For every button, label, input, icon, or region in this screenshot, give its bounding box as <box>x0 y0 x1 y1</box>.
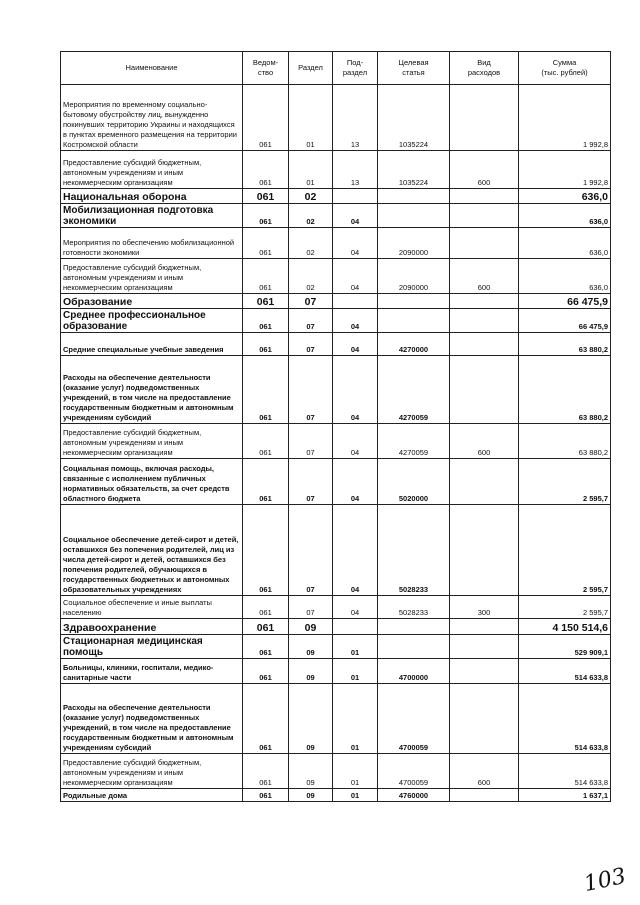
table-row <box>61 85 611 151</box>
cell-podrazdel: 04 <box>333 459 378 505</box>
cell-tselevaya-statya <box>378 189 450 204</box>
cell-name: Национальная оборона <box>61 189 243 204</box>
cell-vedomstvo: 061 <box>243 619 289 635</box>
cell-razdel: 07 <box>289 424 333 459</box>
cell-summa: 63 880,2 <box>519 356 611 424</box>
cell-vedomstvo: 061 <box>243 189 289 204</box>
cell-vid-rashodov <box>450 659 519 684</box>
cell-summa: 63 880,2 <box>519 333 611 356</box>
cell-tselevaya-statya: 4760000 <box>378 789 450 802</box>
cell-podrazdel: 01 <box>333 754 378 789</box>
cell-podrazdel <box>333 619 378 635</box>
cell-razdel: 01 <box>289 85 333 151</box>
cell-summa: 1 992,8 <box>519 151 611 189</box>
cell-razdel: 01 <box>289 151 333 189</box>
cell-summa: 2 595,7 <box>519 505 611 596</box>
cell-podrazdel <box>333 189 378 204</box>
cell-vedomstvo: 061 <box>243 505 289 596</box>
table-row <box>61 204 611 228</box>
cell-tselevaya-statya: 2090000 <box>378 259 450 294</box>
header-razdel: Раздел <box>289 52 333 85</box>
table-row <box>61 151 611 189</box>
table-row <box>61 684 611 754</box>
cell-tselevaya-statya: 4270000 <box>378 333 450 356</box>
table-row <box>61 309 611 333</box>
cell-summa: 4 150 514,6 <box>519 619 611 635</box>
cell-razdel: 07 <box>289 459 333 505</box>
cell-vid-rashodov <box>450 356 519 424</box>
table-row <box>61 505 611 596</box>
cell-tselevaya-statya <box>378 635 450 659</box>
cell-podrazdel: 04 <box>333 259 378 294</box>
cell-summa: 636,0 <box>519 228 611 259</box>
cell-vid-rashodov <box>450 459 519 505</box>
table-row <box>61 754 611 789</box>
cell-podrazdel: 13 <box>333 151 378 189</box>
cell-tselevaya-statya: 5020000 <box>378 459 450 505</box>
table-row <box>61 294 611 309</box>
cell-summa: 636,0 <box>519 189 611 204</box>
header-name: Наименование <box>61 52 243 85</box>
cell-vedomstvo: 061 <box>243 356 289 424</box>
header-tselevaya-statya: Целевая статья <box>378 52 450 85</box>
cell-summa: 66 475,9 <box>519 309 611 333</box>
cell-vedomstvo: 061 <box>243 204 289 228</box>
cell-podrazdel: 04 <box>333 356 378 424</box>
cell-name: Предоставление субсидий бюджетным, автономным учреждениям и иным некоммерческим организациям <box>61 424 243 459</box>
cell-vid-rashodov <box>450 228 519 259</box>
cell-summa: 2 595,7 <box>519 459 611 505</box>
cell-name: Здравоохранение <box>61 619 243 635</box>
cell-razdel: 07 <box>289 309 333 333</box>
cell-tselevaya-statya: 4700000 <box>378 659 450 684</box>
cell-vid-rashodov <box>450 333 519 356</box>
table-row <box>61 459 611 505</box>
table-row <box>61 333 611 356</box>
cell-razdel: 07 <box>289 505 333 596</box>
cell-tselevaya-statya: 4700059 <box>378 684 450 754</box>
cell-podrazdel: 04 <box>333 505 378 596</box>
cell-razdel: 02 <box>289 189 333 204</box>
cell-razdel: 09 <box>289 789 333 802</box>
cell-tselevaya-statya: 4270059 <box>378 424 450 459</box>
cell-vedomstvo: 061 <box>243 789 289 802</box>
cell-tselevaya-statya: 2090000 <box>378 228 450 259</box>
cell-vedomstvo: 061 <box>243 596 289 619</box>
cell-vedomstvo: 061 <box>243 294 289 309</box>
table-row <box>61 619 611 635</box>
cell-summa: 514 633,8 <box>519 659 611 684</box>
cell-summa: 529 909,1 <box>519 635 611 659</box>
table-row <box>61 424 611 459</box>
cell-tselevaya-statya: 4270059 <box>378 356 450 424</box>
cell-name: Предоставление субсидий бюджетным, автономным учреждениям и иным некоммерческим организациям <box>61 259 243 294</box>
cell-tselevaya-statya: 5028233 <box>378 505 450 596</box>
cell-name: Больницы, клиники, госпитали, медико-санитарные части <box>61 659 243 684</box>
cell-podrazdel: 01 <box>333 789 378 802</box>
table-row <box>61 596 611 619</box>
cell-podrazdel: 04 <box>333 333 378 356</box>
cell-podrazdel <box>333 294 378 309</box>
cell-podrazdel: 04 <box>333 228 378 259</box>
cell-name: Мероприятия по обеспечению мобилизационной готовности экономики <box>61 228 243 259</box>
cell-vedomstvo: 061 <box>243 424 289 459</box>
cell-vedomstvo: 061 <box>243 85 289 151</box>
cell-name: Стационарная медицинская помощь <box>61 635 243 659</box>
cell-summa: 636,0 <box>519 259 611 294</box>
cell-razdel: 02 <box>289 228 333 259</box>
cell-name: Мероприятия по временному социально-бытовому обустройству лиц, вынужденно покинувших территорию Украины и находящихся в пунктах временного размещения на территории Костромской области <box>61 85 243 151</box>
cell-name: Расходы на обеспечение деятельности (оказание услуг) подведомственных учреждений, в том числе на предоставление государственным бюджетным и автономным учреждениям субсидий <box>61 356 243 424</box>
cell-vid-rashodov: 600 <box>450 151 519 189</box>
cell-razdel: 07 <box>289 294 333 309</box>
cell-tselevaya-statya: 4700059 <box>378 754 450 789</box>
cell-tselevaya-statya: 5028233 <box>378 596 450 619</box>
cell-tselevaya-statya <box>378 309 450 333</box>
cell-podrazdel: 01 <box>333 635 378 659</box>
cell-vedomstvo: 061 <box>243 684 289 754</box>
cell-podrazdel: 04 <box>333 204 378 228</box>
cell-tselevaya-statya <box>378 294 450 309</box>
cell-podrazdel: 01 <box>333 659 378 684</box>
cell-vedomstvo: 061 <box>243 333 289 356</box>
cell-vid-rashodov <box>450 189 519 204</box>
table-row <box>61 259 611 294</box>
cell-razdel: 09 <box>289 754 333 789</box>
table-row <box>61 356 611 424</box>
cell-razdel: 09 <box>289 635 333 659</box>
cell-razdel: 02 <box>289 259 333 294</box>
cell-razdel: 07 <box>289 333 333 356</box>
cell-name: Предоставление субсидий бюджетным, автономным учреждениям и иным некоммерческим организациям <box>61 151 243 189</box>
cell-razdel: 09 <box>289 619 333 635</box>
cell-vedomstvo: 061 <box>243 228 289 259</box>
cell-name: Средние специальные учебные заведения <box>61 333 243 356</box>
table-row <box>61 659 611 684</box>
cell-vid-rashodov <box>450 789 519 802</box>
cell-name: Социальная помощь, включая расходы, связанные с исполнением публичных нормативных обязательств, за счет средств областного бюджета <box>61 459 243 505</box>
cell-summa: 636,0 <box>519 204 611 228</box>
cell-vedomstvo: 061 <box>243 635 289 659</box>
cell-name: Социальное обеспечение детей-сирот и детей, оставшихся без попечения родителей, лиц из числа детей-сирот и детей, оставшихся без попечения родителей, обучающихся в государственных бюджетных и автономных образовательных учреждениях <box>61 505 243 596</box>
cell-podrazdel: 04 <box>333 424 378 459</box>
cell-name: Среднее профессиональное образование <box>61 309 243 333</box>
cell-name: Мобилизационная подготовка экономики <box>61 204 243 228</box>
cell-vedomstvo: 061 <box>243 309 289 333</box>
cell-vedomstvo: 061 <box>243 151 289 189</box>
header-vedomstvo: Ведом- ство <box>243 52 289 85</box>
cell-razdel: 09 <box>289 684 333 754</box>
page-number: 103 <box>581 863 629 898</box>
header-vid-rashodov: Вид расходов <box>450 52 519 85</box>
header-podrazdel: Под- раздел <box>333 52 378 85</box>
cell-vid-rashodov: 300 <box>450 596 519 619</box>
table-row <box>61 789 611 802</box>
cell-summa: 1 637,1 <box>519 789 611 802</box>
cell-summa: 514 633,8 <box>519 754 611 789</box>
cell-name: Расходы на обеспечение деятельности (оказание услуг) подведомственных учреждений, в том числе на предоставление государственным бюджетным и автономным учреждениям субсидий <box>61 684 243 754</box>
cell-vid-rashodov <box>450 204 519 228</box>
cell-vid-rashodov <box>450 684 519 754</box>
table-row <box>61 228 611 259</box>
cell-vid-rashodov: 600 <box>450 754 519 789</box>
cell-vedomstvo: 061 <box>243 459 289 505</box>
cell-tselevaya-statya: 1035224 <box>378 85 450 151</box>
cell-podrazdel: 04 <box>333 309 378 333</box>
cell-vid-rashodov: 600 <box>450 424 519 459</box>
cell-name: Социальное обеспечение и иные выплаты населению <box>61 596 243 619</box>
cell-summa: 1 992,8 <box>519 85 611 151</box>
cell-summa: 66 475,9 <box>519 294 611 309</box>
cell-vid-rashodov <box>450 294 519 309</box>
cell-name: Родильные дома <box>61 789 243 802</box>
cell-vedomstvo: 061 <box>243 659 289 684</box>
table-header-row <box>61 52 611 85</box>
header-summa: Сумма (тыс. рублей) <box>519 52 611 85</box>
cell-vid-rashodov <box>450 619 519 635</box>
cell-tselevaya-statya: 1035224 <box>378 151 450 189</box>
table-row <box>61 189 611 204</box>
cell-tselevaya-statya <box>378 204 450 228</box>
cell-razdel: 07 <box>289 356 333 424</box>
cell-name: Образование <box>61 294 243 309</box>
cell-vid-rashodov: 600 <box>450 259 519 294</box>
cell-vid-rashodov <box>450 309 519 333</box>
cell-vedomstvo: 061 <box>243 259 289 294</box>
cell-vid-rashodov <box>450 85 519 151</box>
cell-summa: 514 633,8 <box>519 684 611 754</box>
cell-podrazdel: 13 <box>333 85 378 151</box>
table-row <box>61 635 611 659</box>
cell-vid-rashodov <box>450 505 519 596</box>
cell-podrazdel: 01 <box>333 684 378 754</box>
cell-podrazdel: 04 <box>333 596 378 619</box>
cell-summa: 63 880,2 <box>519 424 611 459</box>
cell-razdel: 09 <box>289 659 333 684</box>
cell-tselevaya-statya <box>378 619 450 635</box>
budget-table <box>60 51 611 802</box>
cell-razdel: 02 <box>289 204 333 228</box>
cell-vid-rashodov <box>450 635 519 659</box>
cell-vedomstvo: 061 <box>243 754 289 789</box>
cell-razdel: 07 <box>289 596 333 619</box>
cell-summa: 2 595,7 <box>519 596 611 619</box>
cell-name: Предоставление субсидий бюджетным, автономным учреждениям и иным некоммерческим организациям <box>61 754 243 789</box>
